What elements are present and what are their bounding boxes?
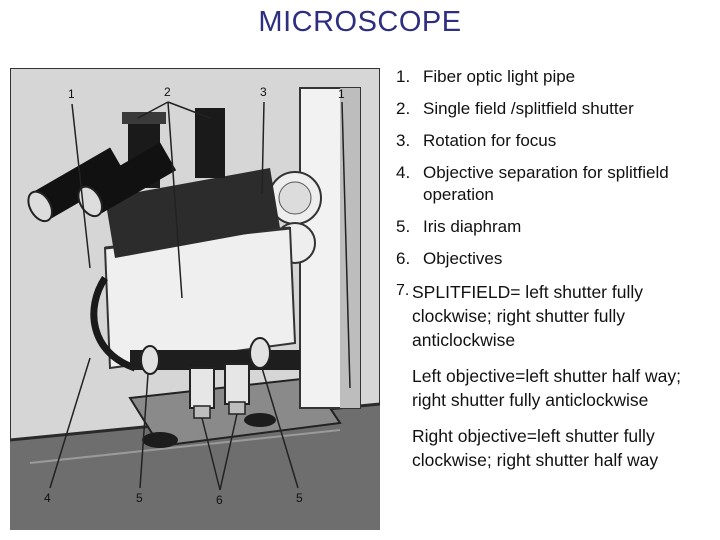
list-item-text: Single field /splitfield shutter <box>423 99 634 118</box>
page-title: MICROSCOPE <box>258 6 462 38</box>
list-item-number: 1. <box>396 67 411 86</box>
list-item-text: Fiber optic light pipe <box>423 67 576 86</box>
list-item-number: 6. <box>396 249 411 268</box>
callout-label: 1 <box>68 87 75 101</box>
list-item <box>396 248 716 270</box>
splitfield-item <box>396 280 716 352</box>
note-left-objective: Left objective=left shutter half way; right shutter fully anticlockwise <box>412 366 681 410</box>
list-item-number: 5. <box>396 217 411 236</box>
list-item <box>396 98 716 120</box>
microscope-photo <box>10 68 380 530</box>
callout-label: 3 <box>260 85 267 99</box>
list-item <box>396 66 716 88</box>
list-item <box>396 130 716 152</box>
list-item-text: SPLITFIELD= left shutter fully clockwise; right shutter fully anticlockwise <box>412 282 643 350</box>
component-list <box>396 66 716 472</box>
list-item-number: 3. <box>396 131 411 150</box>
note-right-objective: Right objective=left shutter fully clockwise; right shutter half way <box>412 426 659 470</box>
callout-label: 5 <box>136 491 143 505</box>
list-item <box>396 162 716 206</box>
list-item <box>396 216 716 238</box>
objective-right <box>225 364 249 404</box>
list-item-number: 7. <box>396 282 410 299</box>
callout-label: 1 <box>338 87 345 101</box>
callout-label: 5 <box>296 491 303 505</box>
list-item-text: Objectives <box>423 249 503 268</box>
list-item-text: Rotation for focus <box>423 131 557 150</box>
list-item-text: Iris diaphram <box>423 217 522 236</box>
callout-label: 2 <box>164 85 171 99</box>
list-item-number: 2. <box>396 99 411 118</box>
callout-label: 6 <box>216 493 223 507</box>
objective-left <box>190 368 214 408</box>
list-item-text: Objective separation for splitfield operation <box>423 163 669 204</box>
list-item-number: 4. <box>396 163 411 182</box>
callout-label: 4 <box>44 491 51 505</box>
